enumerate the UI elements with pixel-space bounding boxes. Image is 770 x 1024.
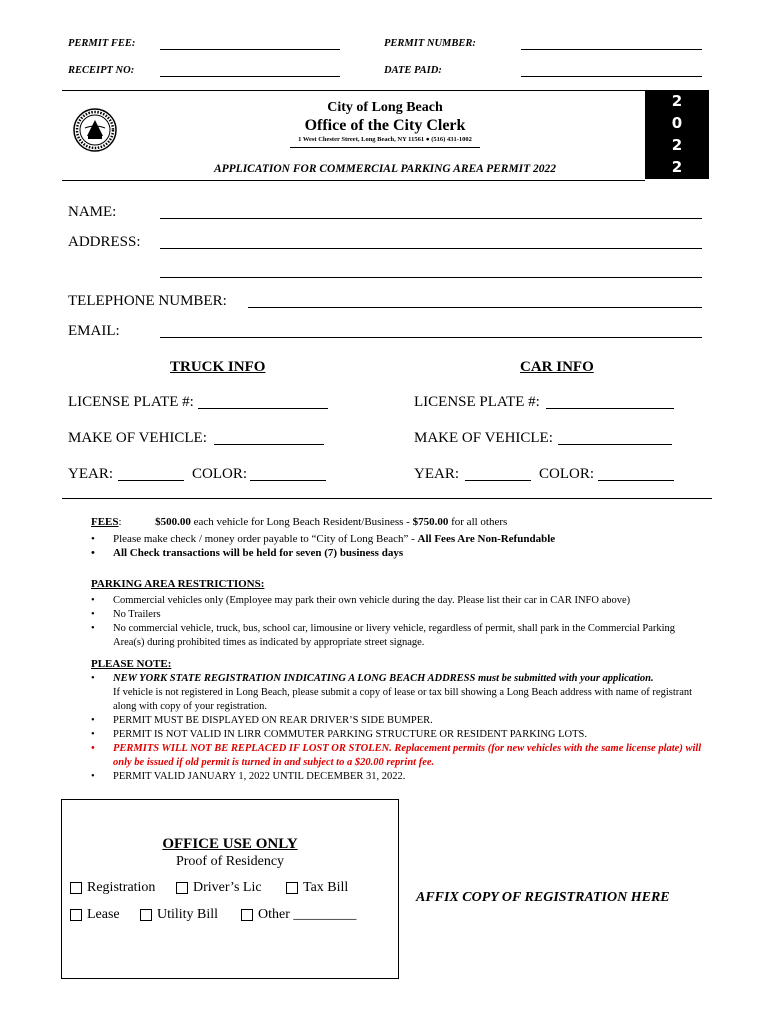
truck-year-field[interactable] xyxy=(118,480,184,481)
fee-other-amount: $750.00 xyxy=(412,516,449,528)
car-make-label: MAKE OF VEHICLE: xyxy=(414,430,553,446)
date-paid-field[interactable] xyxy=(521,76,702,77)
checkbox[interactable] xyxy=(286,882,298,894)
year-digit: 0 xyxy=(671,114,683,132)
truck-year-label: YEAR: xyxy=(68,466,113,482)
car-year-field[interactable] xyxy=(465,480,531,481)
lease-option[interactable] xyxy=(70,907,120,923)
email-label: EMAIL: xyxy=(68,323,120,339)
office-name: Office of the City Clerk xyxy=(304,117,466,134)
utility-bill-label: Utility Bill xyxy=(157,907,219,922)
truck-color-label: COLOR: xyxy=(192,466,248,482)
payable-text: Please make check / money order payable to “City of Long Beach” - xyxy=(113,533,418,545)
other-label: Other _________ xyxy=(258,907,357,922)
office-use-title: OFFICE USE ONLY xyxy=(162,836,298,852)
permit-fee-label: PERMIT FEE: xyxy=(68,38,136,49)
year-digit: 2 xyxy=(671,158,683,176)
address-field-line2[interactable] xyxy=(160,277,702,278)
car-license-field[interactable] xyxy=(546,408,674,409)
notes-list xyxy=(91,672,707,784)
receipt-no-field[interactable] xyxy=(160,76,340,77)
name-field[interactable] xyxy=(160,218,702,219)
list-item: • PERMITS WILL NOT BE REPLACED IF LOST OR STOLEN. Replacement permits (for new vehicles with the same license plate) will only be issued if old permit is turned in and subject to a $20.00 reprint fee. xyxy=(91,742,707,770)
proof-of-residency: Proof of Residency xyxy=(175,854,285,869)
year-digit: 2 xyxy=(671,92,683,110)
registration-requirement: NEW YORK STATE REGISTRATION INDICATING A LONG BEACH ADDRESS must be submitted with your application. xyxy=(113,673,654,684)
address-field-line1[interactable] xyxy=(160,248,702,249)
checkbox[interactable] xyxy=(241,909,253,921)
registration-option[interactable] xyxy=(70,880,155,896)
checkbox[interactable] xyxy=(70,882,82,894)
registration-detail: If vehicle is not registered in Long Beach, please submit a copy of lease or tax bill showing a Long Beach address with name of registrant along with copy of your registration. xyxy=(113,687,693,712)
office-address: 1 West Chester Street, Long Beach, NY 11561 ● (516) 431-1002 xyxy=(298,136,472,143)
tax-bill-option[interactable] xyxy=(286,880,348,896)
receipt-no-label: RECEIPT NO: xyxy=(68,65,135,76)
list-item: • PERMIT MUST BE DISPLAYED ON REAR DRIVER’S SIDE BUMPER. xyxy=(91,714,707,728)
permit-fee-field[interactable] xyxy=(160,49,340,50)
truck-license-label: LICENSE PLATE #: xyxy=(68,394,194,410)
car-license-label: LICENSE PLATE #: xyxy=(414,394,540,410)
checkbox[interactable] xyxy=(176,882,188,894)
truck-info-title: TRUCK INFO xyxy=(170,359,266,375)
car-make-field[interactable] xyxy=(558,444,672,445)
car-info-title: CAR INFO xyxy=(520,359,594,375)
truck-license-field[interactable] xyxy=(198,408,328,409)
checkbox[interactable] xyxy=(70,909,82,921)
fees-colon: : xyxy=(118,516,122,528)
please-note-title: PLEASE NOTE: xyxy=(91,658,172,670)
lease-label: Lease xyxy=(87,907,120,922)
fees-list xyxy=(91,532,711,560)
list-item: • No Trailers xyxy=(91,608,691,622)
fee-resident-text: each vehicle for Long Beach Resident/Business - xyxy=(190,516,413,528)
non-refundable-text: All Fees Are Non-Refundable xyxy=(417,533,556,545)
car-color-label: COLOR: xyxy=(539,466,595,482)
name-label: NAME: xyxy=(68,204,117,220)
other-option[interactable] xyxy=(241,907,356,923)
car-color-field[interactable] xyxy=(598,480,674,481)
truck-make-label: MAKE OF VEHICLE: xyxy=(68,430,207,446)
permit-number-label: PERMIT NUMBER: xyxy=(384,38,476,49)
telephone-field[interactable] xyxy=(248,307,702,308)
fees-line xyxy=(91,516,507,528)
header-rule xyxy=(62,90,645,91)
address-label: ADDRESS: xyxy=(68,234,141,250)
telephone-label: TELEPHONE NUMBER: xyxy=(68,293,227,309)
fees-label: FEES xyxy=(91,516,119,528)
header-rule-bottom xyxy=(62,180,645,181)
email-field[interactable] xyxy=(160,337,702,338)
list-item xyxy=(91,672,707,714)
section-divider xyxy=(62,498,712,499)
form-title: APPLICATION FOR COMMERCIAL PARKING AREA PERMIT 2022 xyxy=(213,163,557,175)
city-name: City of Long Beach xyxy=(327,100,443,115)
fee-resident-amount: $500.00 xyxy=(155,516,191,528)
list-item: • PERMIT VALID JANUARY 1, 2022 UNTIL DECEMBER 31, 2022. xyxy=(91,770,707,784)
fee-other-text: for all others xyxy=(448,516,508,528)
list-item: • PERMIT IS NOT VALID IN LIRR COMMUTER PARKING STRUCTURE OR RESIDENT PARKING LOTS. xyxy=(91,728,707,742)
drivers-lic-label: Driver’s Lic xyxy=(193,880,262,895)
utility-bill-option[interactable] xyxy=(140,907,218,923)
tax-bill-label: Tax Bill xyxy=(303,880,349,895)
list-item: • Commercial vehicles only (Employee may park their own vehicle during the day. Please list their car in CAR INFO above) xyxy=(91,594,691,608)
truck-make-field[interactable] xyxy=(214,444,324,445)
checkbox[interactable] xyxy=(140,909,152,921)
list-item: • No commercial vehicle, truck, bus, school car, limousine or livery vehicle, regardless of permit, shall park in the Commercial Parking Area(s) during prohibited times as indicated by appropriate street signage. xyxy=(91,622,691,650)
address-underline xyxy=(290,147,480,148)
city-seal-logo xyxy=(73,108,117,152)
list-item xyxy=(91,532,711,546)
affix-registration-text: AFFIX COPY OF REGISTRATION HERE xyxy=(416,890,670,905)
restrictions-title: PARKING AREA RESTRICTIONS: xyxy=(91,578,265,590)
restrictions-list xyxy=(91,594,691,650)
car-year-label: YEAR: xyxy=(414,466,459,482)
registration-label: Registration xyxy=(87,880,156,895)
date-paid-label: DATE PAID: xyxy=(384,65,442,76)
truck-color-field[interactable] xyxy=(250,480,326,481)
drivers-lic-option[interactable] xyxy=(176,880,262,896)
year-digit: 2 xyxy=(671,136,683,154)
list-item: • All Check transactions will be held for seven (7) business days xyxy=(91,546,711,560)
permit-number-field[interactable] xyxy=(521,49,702,50)
year-box xyxy=(645,90,709,179)
